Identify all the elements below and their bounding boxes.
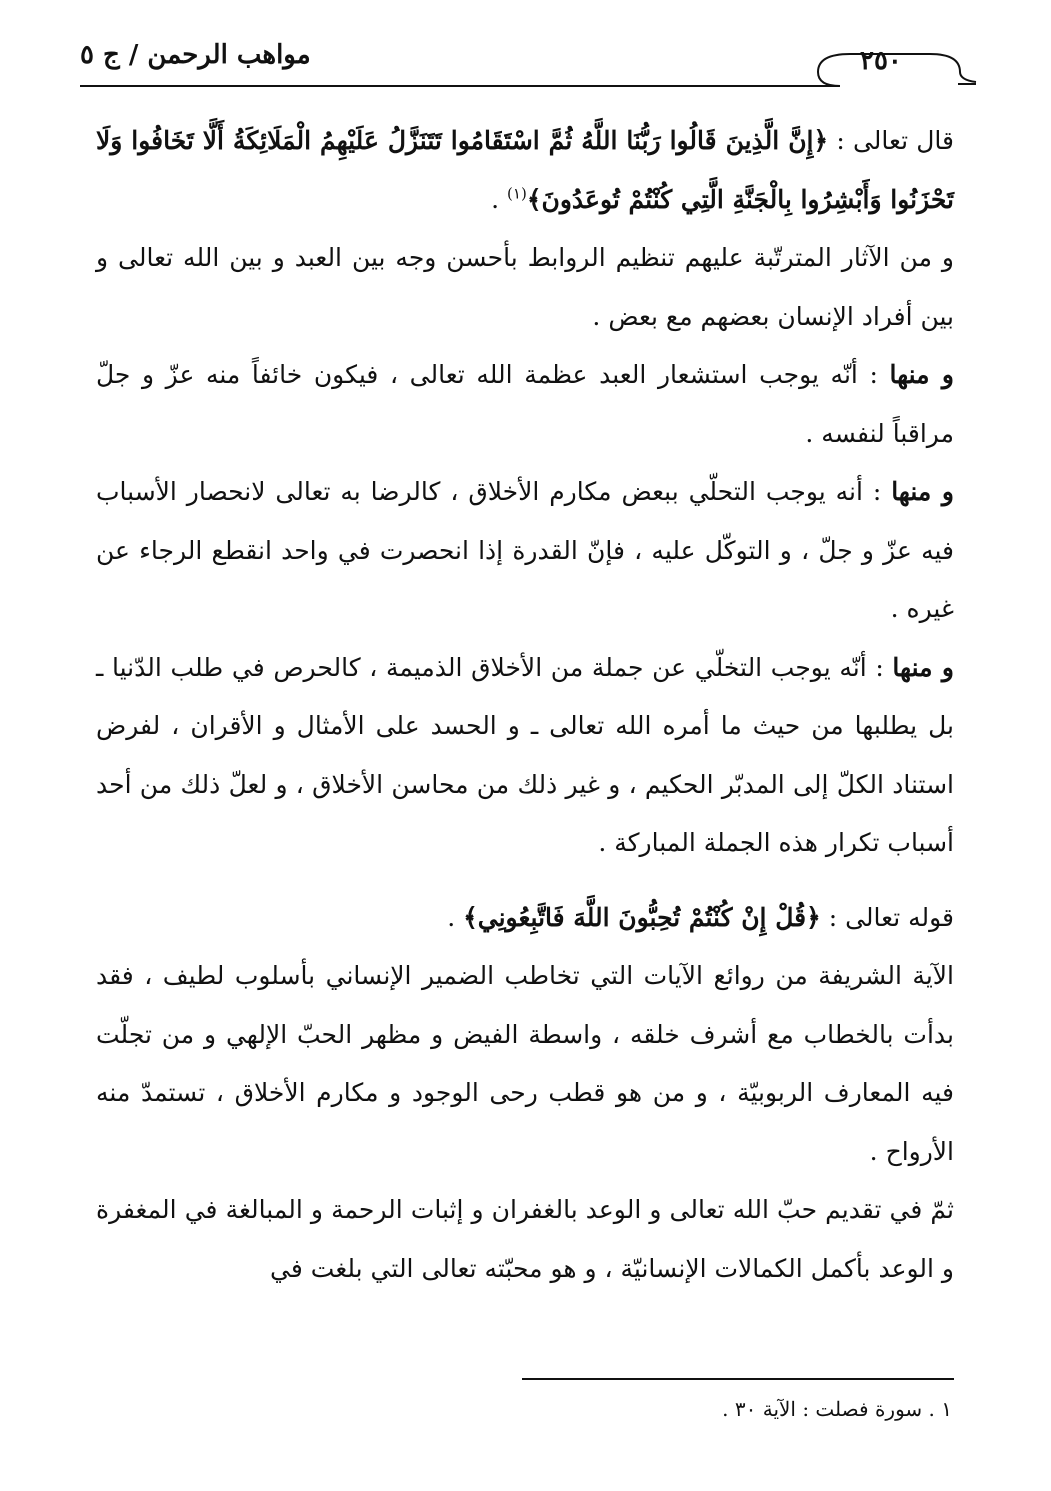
paragraph bbox=[96, 1181, 954, 1298]
paragraph-lead: و منها bbox=[891, 477, 955, 506]
paragraph-text: : أنّه يوجب التخلّي عن جملة من الأخلاق الذميمة ، كالحرص في طلب الدّنيا ـ بل يطلبها من حيث ما أمره الله تعالى ـ و الحسد على الأمثال و الأقران ، لفرض استناد الكلّ إلى المدبّر الحكيم ، و غير ذلك من محاسن الأخلاق ، و لعلّ ذلك من أحد أسباب تكرار هذه الجملة المباركة . bbox=[96, 652, 954, 857]
paragraph-text: ثمّ في تقديم حبّ الله تعالى و الوعد بالغفران و إثبات الرحمة و المبالغة في المغفرة و الوعد بأكمل الكمالات الإنسانيّة ، و هو محبّته تعالى التي بلغت في bbox=[96, 1195, 954, 1283]
footnote: ١ . سورة فصلت : الآية ٣٠ . bbox=[722, 1397, 952, 1421]
paragraph bbox=[96, 229, 954, 346]
page-header bbox=[0, 0, 1051, 100]
quran-verse: ﴿إِنَّ الَّذِينَ قَالُوا رَبُّنَا اللَّهُ ثُمَّ اسْتَقَامُوا تَتَنَزَّلُ عَلَيْهِمُ الْمَلَائِكَةُ أَلَّا تَخَافُوا وَلَا تَحْزَنُوا وَأَبْشِرُوا بِالْجَنَّةِ الَّتِي كُنْتُمْ تُوعَدُونَ﴾ bbox=[96, 126, 954, 214]
page-number: ٢٥٠ bbox=[860, 46, 902, 76]
paragraph-lead: و منها bbox=[892, 652, 954, 682]
paragraph-text: قوله تعالى : bbox=[820, 902, 954, 932]
running-title: مواهب الرحمن / ج ٥ bbox=[80, 40, 311, 70]
quran-verse: ﴿قُلْ إِنْ كُنْتُمْ تُحِبُّونَ اللَّهَ فَاتَّبِعُونِي﴾ bbox=[463, 902, 821, 932]
paragraph bbox=[96, 639, 954, 873]
paragraph-text: . bbox=[447, 902, 464, 932]
paragraph bbox=[96, 463, 954, 639]
paragraph bbox=[96, 346, 954, 463]
page-body bbox=[96, 112, 954, 1298]
paragraph bbox=[96, 112, 954, 229]
paragraph-text: و من الآثار المترتّبة عليهم تنظيم الروابط بأحسن وجه بين العبد و بين الله تعالى و بين أفراد الإنسان بعضهم مع بعض . bbox=[96, 243, 954, 331]
paragraph-lead: و منها bbox=[889, 360, 954, 389]
paragraph bbox=[96, 889, 954, 948]
paragraph-text: قال تعالى : bbox=[828, 126, 954, 155]
paragraph-text: : أنّه يوجب استشعار العبد عظمة الله تعالى ، فيكون خائفاً منه عزّ و جلّ مراقباً لنفسه . bbox=[96, 360, 954, 448]
paragraph-text: الآية الشريفة من روائع الآيات التي تخاطب الضمير الإنساني بأسلوب لطيف ، فقد بدأت بالخطاب مع أشرف خلقه ، واسطة الفيض و مظهر الحبّ الإلهي و من تجلّت فيه المعارف الربوبيّة ، و من هو قطب رحى الوجود و مكارم الأخلاق ، تستمدّ منه الأرواح . bbox=[96, 961, 954, 1166]
paragraph bbox=[96, 947, 954, 1181]
paragraph-text: . bbox=[491, 184, 508, 214]
footnote-reference: (١) bbox=[507, 184, 527, 203]
footnote-rule bbox=[522, 1378, 954, 1380]
paragraph-text: : أنه يوجب التحلّي ببعض مكارم الأخلاق ، كالرضا به تعالى لانحصار الأسباب فيه عزّ و جلّ ، و التوكّل عليه ، فإنّ القدرة إذا انحصرت في واحد انقطع الرجاء عن غيره . bbox=[96, 477, 954, 623]
